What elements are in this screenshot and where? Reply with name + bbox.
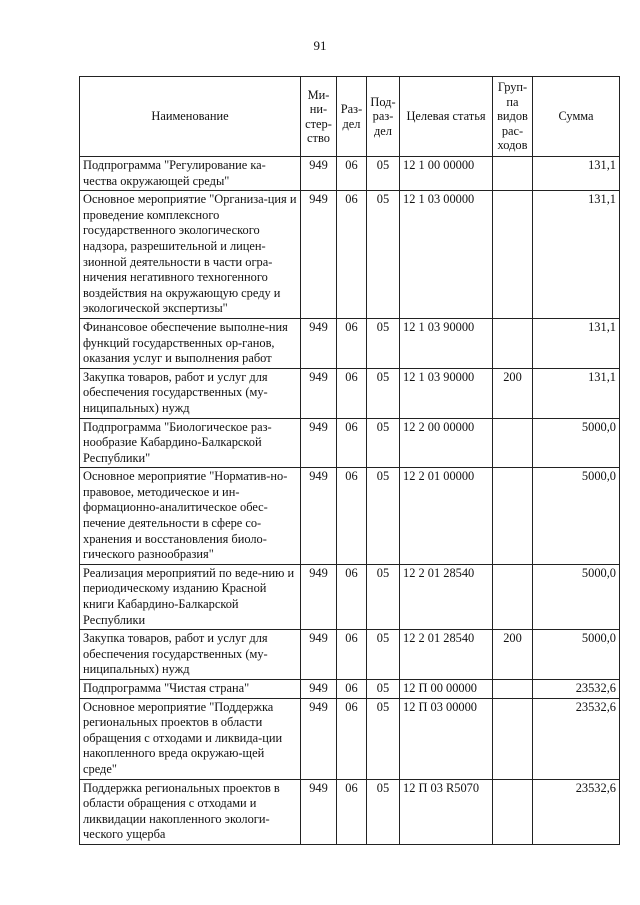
cell-amount: 5000,0 xyxy=(533,468,620,565)
cell-target-item: 12 П 03 R5070 xyxy=(400,779,493,844)
cell-target-item: 12 2 00 00000 xyxy=(400,418,493,468)
cell-ministry: 949 xyxy=(301,468,337,565)
cell-expense-group xyxy=(493,418,533,468)
table-row xyxy=(80,468,620,565)
table-row xyxy=(80,779,620,844)
cell-section: 06 xyxy=(337,698,367,779)
cell-amount: 131,1 xyxy=(533,191,620,319)
cell-name: Основное мероприятие "Норматив-но-правовое, методическое и ин-формационно-аналитическое обес-печение деятельности в сфере со-хранения и восстановления биоло-гического разнообразия" xyxy=(80,468,301,565)
cell-expense-group: 200 xyxy=(493,368,533,418)
cell-target-item: 12 1 03 90000 xyxy=(400,368,493,418)
cell-subsection: 05 xyxy=(367,779,400,844)
cell-expense-group xyxy=(493,191,533,319)
cell-subsection: 05 xyxy=(367,418,400,468)
cell-ministry: 949 xyxy=(301,191,337,319)
cell-target-item: 12 1 00 00000 xyxy=(400,157,493,191)
cell-expense-group xyxy=(493,318,533,368)
cell-expense-group xyxy=(493,680,533,699)
cell-section: 06 xyxy=(337,157,367,191)
header-name: Наименование xyxy=(80,77,301,157)
cell-target-item: 12 П 03 00000 xyxy=(400,698,493,779)
cell-section: 06 xyxy=(337,418,367,468)
cell-target-item: 12 2 01 28540 xyxy=(400,564,493,629)
table-row xyxy=(80,157,620,191)
cell-ministry: 949 xyxy=(301,418,337,468)
cell-target-item: 12 1 03 90000 xyxy=(400,318,493,368)
cell-subsection: 05 xyxy=(367,191,400,319)
table-row xyxy=(80,368,620,418)
cell-ministry: 949 xyxy=(301,157,337,191)
cell-section: 06 xyxy=(337,318,367,368)
header-expense-group: Груп-па видов рас-ходов xyxy=(493,77,533,157)
cell-ministry: 949 xyxy=(301,318,337,368)
cell-amount: 23532,6 xyxy=(533,779,620,844)
cell-expense-group xyxy=(493,468,533,565)
cell-subsection: 05 xyxy=(367,157,400,191)
cell-amount: 5000,0 xyxy=(533,564,620,629)
header-target-item: Целевая статья xyxy=(400,77,493,157)
cell-expense-group xyxy=(493,564,533,629)
header-amount: Сумма xyxy=(533,77,620,157)
cell-name: Подпрограмма "Регулирование ка-чества окружающей среды" xyxy=(80,157,301,191)
table-row xyxy=(80,318,620,368)
cell-ministry: 949 xyxy=(301,368,337,418)
cell-name: Основное мероприятие "Поддержка региональных проектов в области обращения с отходами и ликвида-ции накопленного вреда окружаю-щей среде" xyxy=(80,698,301,779)
cell-name: Закупка товаров, работ и услуг для обеспечения государственных (му-ниципальных) нужд xyxy=(80,630,301,680)
table-header-row xyxy=(80,77,620,157)
cell-expense-group: 200 xyxy=(493,630,533,680)
cell-expense-group xyxy=(493,157,533,191)
table-row xyxy=(80,418,620,468)
cell-subsection: 05 xyxy=(367,368,400,418)
cell-target-item: 12 2 01 28540 xyxy=(400,630,493,680)
table-body xyxy=(80,157,620,845)
cell-section: 06 xyxy=(337,368,367,418)
cell-name: Основное мероприятие "Организа-ция и проведение комплексного государственного экологического надзора, разрешительной и лицен-зионной деятельности в части огра-ничения негативного техногенного воздействия на окружающую среду и экологической экспертизы" xyxy=(80,191,301,319)
cell-expense-group xyxy=(493,779,533,844)
cell-section: 06 xyxy=(337,680,367,699)
cell-ministry: 949 xyxy=(301,698,337,779)
cell-target-item: 12 2 01 00000 xyxy=(400,468,493,565)
cell-ministry: 949 xyxy=(301,564,337,629)
table-row xyxy=(80,630,620,680)
cell-section: 06 xyxy=(337,779,367,844)
table-row xyxy=(80,680,620,699)
cell-amount: 23532,6 xyxy=(533,698,620,779)
cell-expense-group xyxy=(493,698,533,779)
cell-subsection: 05 xyxy=(367,630,400,680)
cell-target-item: 12 П 00 00000 xyxy=(400,680,493,699)
cell-subsection: 05 xyxy=(367,318,400,368)
cell-ministry: 949 xyxy=(301,779,337,844)
header-subsection: Под-раз-дел xyxy=(367,77,400,157)
cell-name: Финансовое обеспечение выполне-ния функций государственных ор-ганов, оказания услуг и выполнения работ xyxy=(80,318,301,368)
cell-amount: 131,1 xyxy=(533,157,620,191)
cell-name: Подпрограмма "Чистая страна" xyxy=(80,680,301,699)
cell-name: Закупка товаров, работ и услуг для обеспечения государственных (му-ниципальных) нужд xyxy=(80,368,301,418)
table-row xyxy=(80,564,620,629)
cell-ministry: 949 xyxy=(301,680,337,699)
cell-amount: 131,1 xyxy=(533,318,620,368)
page-number: 91 xyxy=(313,38,327,53)
cell-amount: 131,1 xyxy=(533,368,620,418)
table-row xyxy=(80,698,620,779)
table-row xyxy=(80,191,620,319)
budget-table xyxy=(79,76,620,845)
cell-subsection: 05 xyxy=(367,468,400,565)
cell-name: Реализация мероприятий по веде-нию и периодическому изданию Красной книги Кабардино-Балкарской Республики xyxy=(80,564,301,629)
cell-target-item: 12 1 03 00000 xyxy=(400,191,493,319)
header-ministry: Ми-ни-стер-ство xyxy=(301,77,337,157)
cell-name: Подпрограмма "Биологическое раз-нообразие Кабардино-Балкарской Республики" xyxy=(80,418,301,468)
cell-section: 06 xyxy=(337,191,367,319)
cell-subsection: 05 xyxy=(367,698,400,779)
cell-ministry: 949 xyxy=(301,630,337,680)
cell-amount: 5000,0 xyxy=(533,630,620,680)
cell-amount: 23532,6 xyxy=(533,680,620,699)
cell-section: 06 xyxy=(337,564,367,629)
cell-section: 06 xyxy=(337,630,367,680)
cell-subsection: 05 xyxy=(367,564,400,629)
header-section: Раз-дел xyxy=(337,77,367,157)
cell-amount: 5000,0 xyxy=(533,418,620,468)
cell-subsection: 05 xyxy=(367,680,400,699)
cell-section: 06 xyxy=(337,468,367,565)
cell-name: Поддержка региональных проектов в области обращения с отходами и ликвидации накопленного экологи-ческого ущерба xyxy=(80,779,301,844)
